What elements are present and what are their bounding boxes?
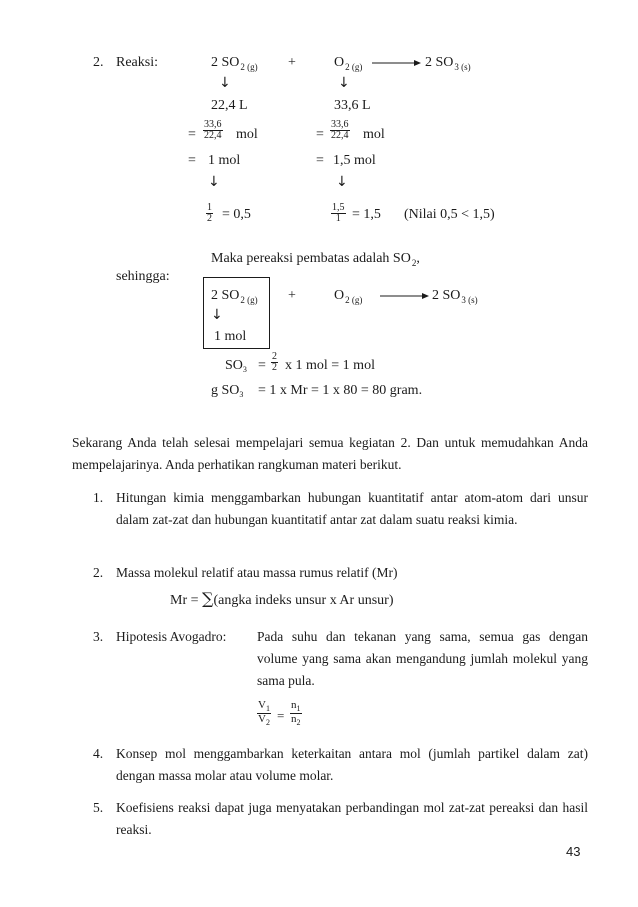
ratio-o2-fraction: $\frac{1,5}{1}$ [332, 202, 345, 224]
plus-sign: + [288, 288, 296, 303]
down-arrow-icon: ↓ [336, 174, 348, 190]
so3-calc-label: $SO_3$ [225, 358, 247, 374]
mol-o2: 1,5 mol [333, 153, 376, 168]
equals-sign: = [316, 153, 324, 168]
gso3-label: g $SO_3$ [211, 383, 244, 399]
limiting-reagent-text: Maka pereaksi pembatas adalah $SO_2$, [211, 251, 420, 268]
sehingga-label: sehingga: [116, 269, 170, 284]
equals-sign: = [188, 153, 196, 168]
ratio-o2-value: = 1,5 [352, 207, 381, 222]
down-arrow-icon: ↓ [338, 75, 350, 91]
reaction-arrow-icon [372, 58, 422, 68]
list-number: 3. [93, 629, 104, 644]
mol-so2: 1 mol [208, 153, 241, 168]
list-number: 1. [93, 490, 104, 505]
so3-calc-rest: x 1 mol = 1 mol [285, 358, 375, 373]
ratio-so2-value: = 0,5 [222, 207, 251, 222]
so2-formula: 2 $SO_{2 (g)}$ [211, 55, 258, 72]
so3-formula: 2 $SO_{3 (s)}$ [425, 55, 471, 72]
volume-o2: 33,6 L [334, 98, 371, 113]
avogadro-text: Pada suhu dan tekanan yang sama, semua gas dengan volume yang sama akan mengandung jumlah molekul yang sama pula. [257, 629, 588, 688]
gso3-calc: = 1 x Mr = 1 x 80 = 80 gram. [258, 383, 423, 398]
o2-formula: $O_{2 (g)}$ [334, 55, 363, 72]
page-number: 43 [566, 844, 581, 859]
down-arrow-icon: ↓ [208, 174, 220, 190]
down-arrow-icon: ↓ [211, 307, 223, 323]
equals-sign: = [188, 127, 196, 142]
fraction-so2: $\frac{33,6}{22,4}$ [204, 119, 222, 141]
so3-formula: 2 $SO_{3 (s)}$ [432, 288, 478, 305]
plus-sign: + [288, 55, 296, 70]
so2-formula-boxed: 2 $SO_{2 (g)}$ [211, 288, 258, 305]
list-item: Hitungan kimia menggambarkan hubungan kuantitatif antar atom-atom dari unsur dalam zat-zat dan hubungan kuantitatif antar zat dalam suatu reaksi kimia. [116, 490, 588, 527]
box-mol: 1 mol [214, 329, 247, 344]
equals-sign: = [316, 127, 324, 142]
list-item: Koefisiens reaksi dapat juga menyatakan perbandingan mol zat-zat pereaksi dan hasil reaksi. [116, 800, 588, 837]
equals-sign: = [258, 358, 266, 373]
o2-formula: $O_{2 (g)}$ [334, 288, 363, 305]
equals-sign: = [277, 708, 285, 723]
mol-unit: mol [363, 127, 385, 142]
so3-calc-fraction: $\frac{2}{2}$ [272, 351, 277, 373]
volume-so2: 22,4 L [211, 98, 248, 113]
mole-ratio: $\frac{n_1}{n_2}$ [291, 699, 301, 727]
list-item: Massa molekul relatif atau massa rumus relatif (Mr) [116, 565, 398, 580]
summary-intro: Sekarang Anda telah selesai mempelajari semua kegiatan 2. Dan untuk memudahkan Anda mempelajarinya. Anda perhatikan rangkuman materi berikut. [72, 435, 588, 472]
avogadro-label: Hipotesis Avogadro: [116, 629, 227, 644]
mol-unit: mol [236, 127, 258, 142]
list-number: 4. [93, 746, 104, 761]
reaction-label: Reaksi: [116, 55, 158, 70]
list-number: 2. [93, 565, 104, 580]
volume-ratio: $\frac{V_1}{V_2}$ [258, 699, 270, 727]
ratio-so2-fraction: $\frac{1}{2}$ [207, 202, 212, 224]
item-number: 2. [93, 55, 104, 70]
comparison-note: (Nilai 0,5 < 1,5) [404, 207, 495, 222]
list-item: Konsep mol menggambarkan keterkaitan antara mol (jumlah partikel dalam zat) dengan massa molar atau volume molar. [116, 746, 588, 783]
fraction-o2: $\frac{33,6}{22,4}$ [331, 119, 349, 141]
reaction-arrow-icon [380, 291, 430, 301]
mr-formula: Mr = ∑(angka indeks unsur x Ar unsur) [170, 589, 394, 608]
list-number: 5. [93, 800, 104, 815]
down-arrow-icon: ↓ [219, 75, 231, 91]
